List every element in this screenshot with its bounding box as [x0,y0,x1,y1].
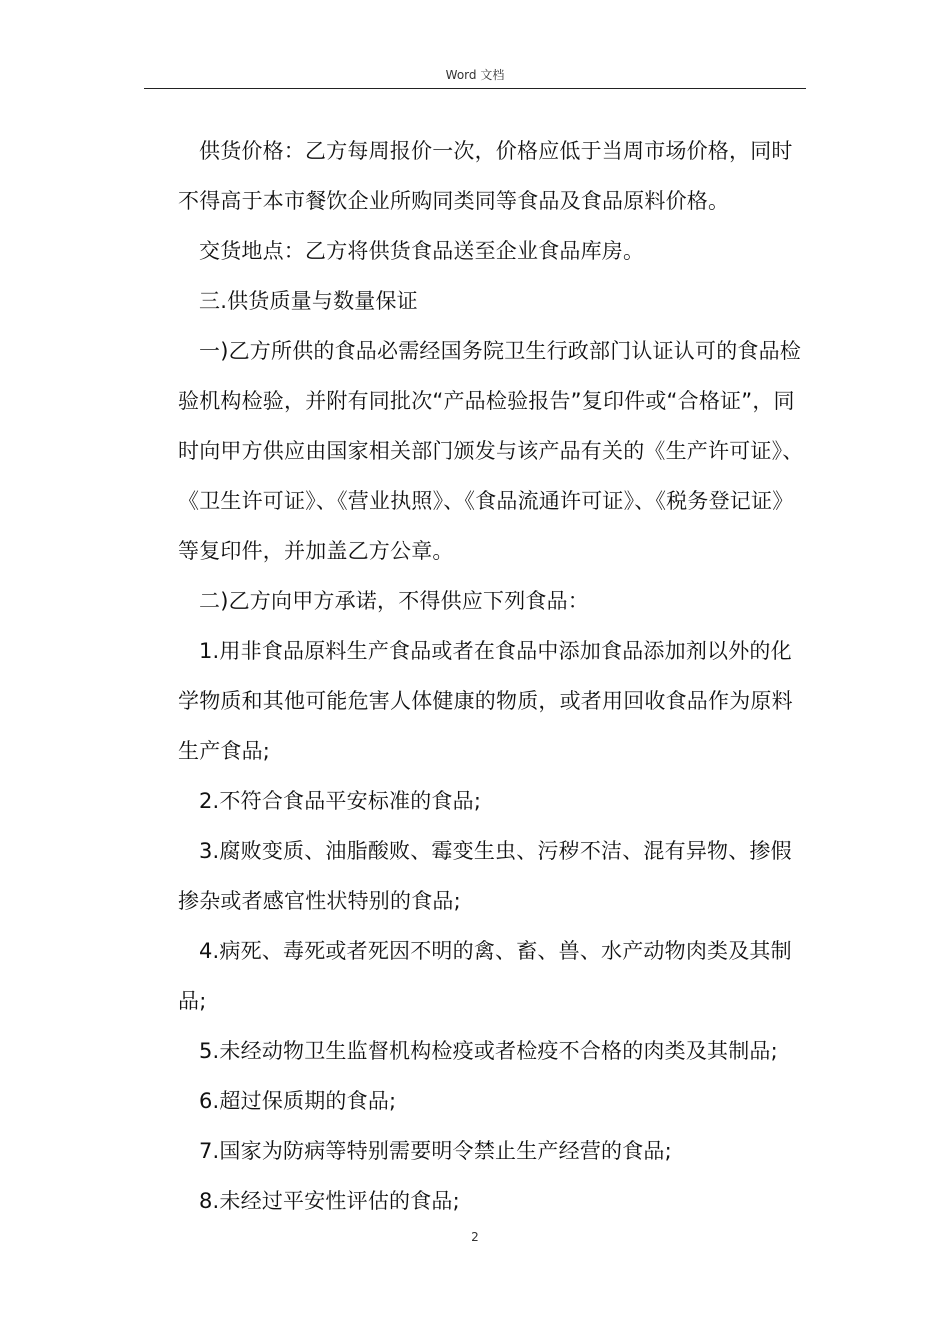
list-item: 4.病死、毒死或者死因不明的禽、畜、兽、水产动物肉类及其制品; [178,939,792,1013]
document-body [178,126,808,1226]
page-number: 2 [471,1230,479,1244]
paragraph-delivery-location: 交货地点：乙方将供货食品送至企业食品库房。 [199,239,645,263]
list-item: 8.未经过平安性评估的食品; [199,1189,460,1213]
page-header: Word 文档 [445,68,505,82]
list-item: 3.腐败变质、油脂酸败、霉变生虫、污秽不洁、混有异物、掺假掺杂或者感官性状特别的食品; [178,839,792,913]
list-item: 5.未经动物卫生监督机构检疫或者检疫不合格的肉类及其制品; [199,1039,778,1063]
paragraph-inspection-requirement: 一)乙方所供的食品必需经国务院卫生行政部门认证认可的食品检验机构检验，并附有同批次“产品检验报告”复印件或“合格证”，同时向甲方供应由国家相关部门颁发与该产品有关的《生产许可证》、《卫生许可证》、《营业执照》、《食品流通许可证》、《税务登记证》等复印件，并加盖乙方公章。 [178,339,804,563]
list-item: 6.超过保质期的食品; [199,1089,397,1113]
list-item: 1.用非食品原料生产食品或者在食品中添加食品添加剂以外的化学物质和其他可能危害人体健康的物质，或者用回收食品作为原料生产食品; [178,639,793,763]
list-item: 2.不符合食品平安标准的食品; [199,789,482,813]
section-heading-quality: 三.供货质量与数量保证 [199,289,418,313]
list-item: 7.国家为防病等特别需要明令禁止生产经营的食品; [199,1139,672,1163]
header-divider [144,88,806,89]
paragraph-commitment: 二)乙方向甲方承诺，不得供应下列食品： [199,589,589,613]
paragraph-supply-price: 供货价格：乙方每周报价一次，价格应低于当周市场价格，同时不得高于本市餐饮企业所购同类同等食品及食品原料价格。 [178,139,793,213]
